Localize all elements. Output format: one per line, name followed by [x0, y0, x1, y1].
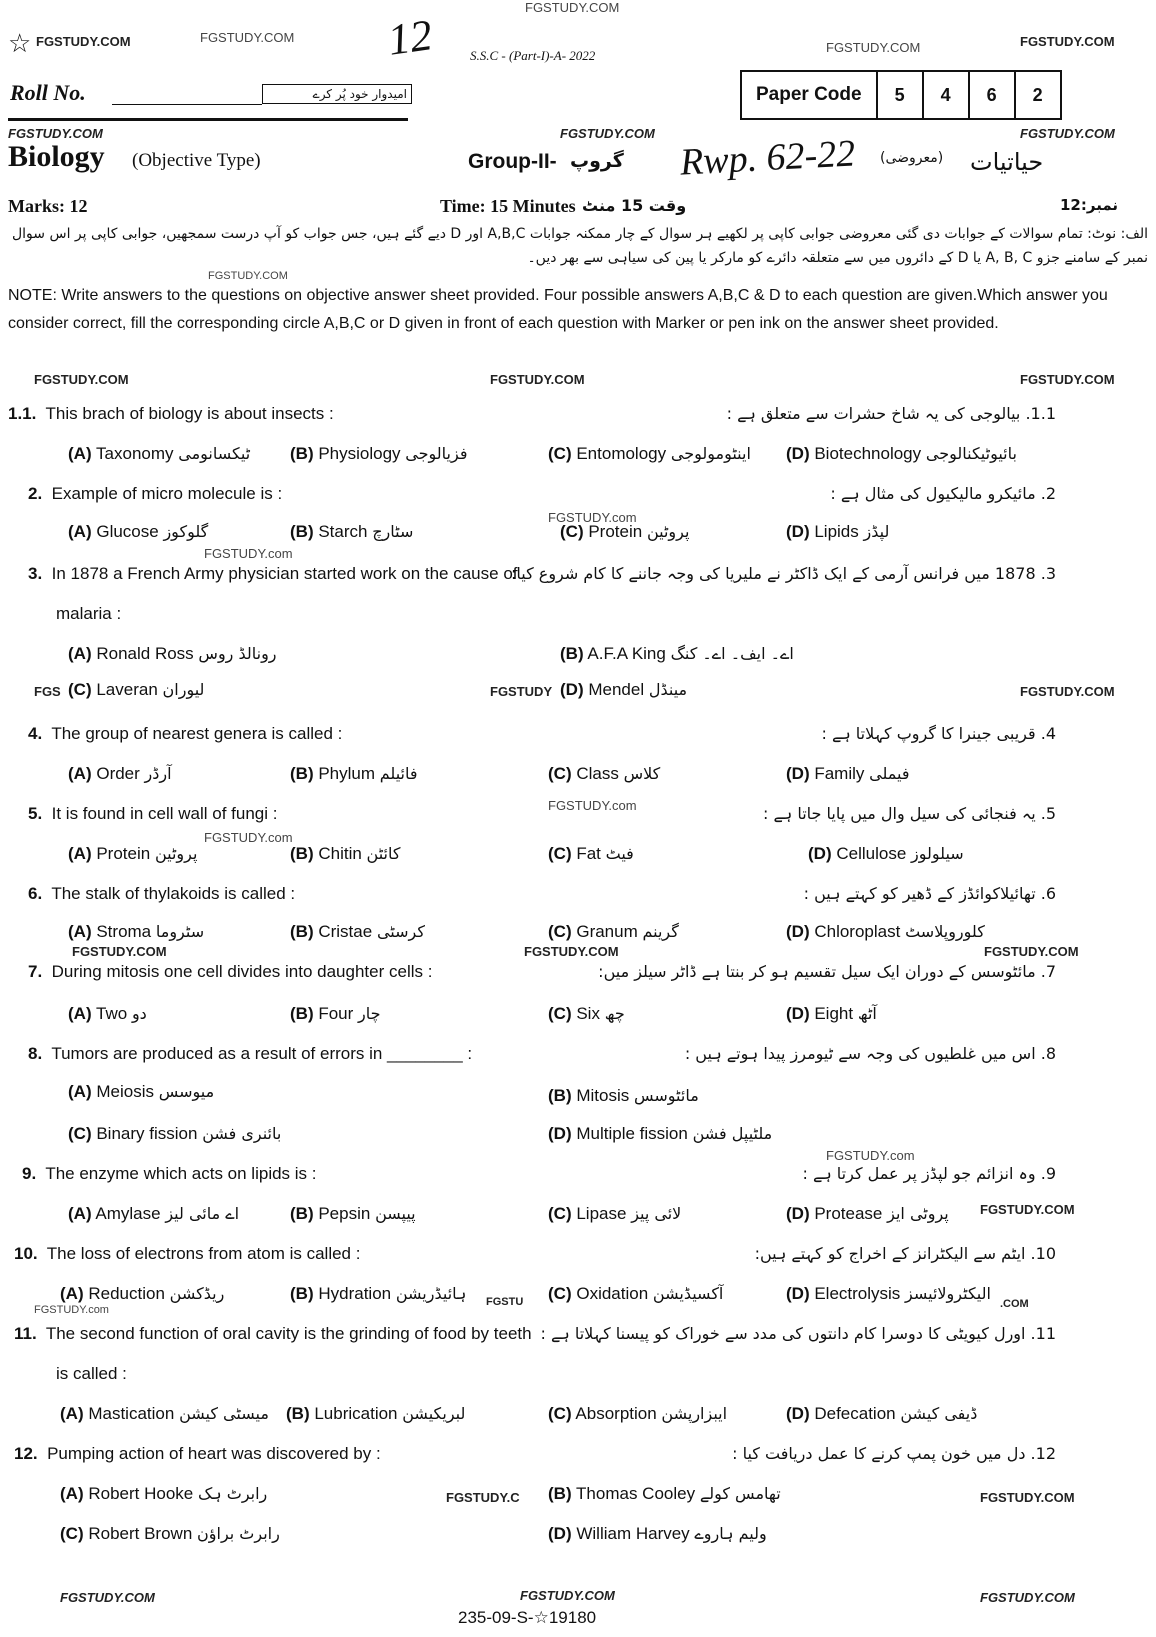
watermark: FGSTUDY.COM [980, 1490, 1075, 1505]
watermark: FGSTUDY.COM [490, 372, 585, 387]
watermark: FGSTUDY [490, 684, 553, 699]
paper-code-digit: 5 [876, 72, 922, 118]
option: (C) Oxidation آکسیڈیشن [548, 1284, 724, 1303]
option: (C) Laveran لیوران [68, 680, 205, 699]
option: (D) Multiple fission ملٹیپل فشن [548, 1124, 773, 1143]
option: (D) Biotechnology بائیوٹیکنالوجی [786, 444, 1017, 463]
question-8-urdu: 8. اس میں غلطیوں کی وجہ سے ٹیومرز پیدا ہوتے ہیں : [684, 1044, 1056, 1063]
question-9-urdu: 9. وہ انزائم جو لپڈز پر عمل کرتا ہے : [802, 1164, 1056, 1183]
question-12-urdu: 12. دل میں خون پمپ کرنے کا عمل دریافت کیا : [732, 1444, 1056, 1463]
option: (A) Ronald Ross رونالڈ روس [68, 644, 277, 663]
watermark: FGSTUDY.com [34, 1304, 109, 1316]
question-3-urdu: 3. 1878 میں فرانس آرمی کے ایک ڈاکٹر نے ملیریا کی وجہ جاننے کا کام شروع کیا: [510, 564, 1056, 583]
option: (B) Mitosis مائٹوسس [548, 1086, 699, 1105]
option: (A) Amylase اے مائی لیز [68, 1204, 240, 1223]
option: (D) Cellulose سیلولوز [808, 844, 964, 863]
watermark: FGSTUDY.COM [34, 372, 129, 387]
question-2-urdu: 2. مائیکرو مالیکیول کی مثال ہے : [830, 484, 1056, 503]
option: (C) Granum گرینم [548, 922, 679, 941]
watermark: FGSTUDY.COM [1020, 34, 1115, 49]
watermark: FGSTUDY.com [204, 546, 293, 561]
question-11: 11. The second function of oral cavity is the grinding of food by teeth [14, 1324, 532, 1343]
subject-title: Biology [8, 140, 105, 173]
watermark: FGSTUDY.COM [200, 30, 295, 45]
option: (B) Hydration ہائیڈریشن [290, 1284, 467, 1303]
option: (C) Protein پروٹین [560, 522, 690, 541]
option: (A) Protein پروٹین [68, 844, 198, 863]
marks: Marks: 12 [8, 196, 88, 216]
option: (A) Stroma سٹروما [68, 922, 205, 941]
watermark: FGSTUDY.COM [36, 34, 131, 49]
subject-urdu: حیاتیات [970, 148, 1044, 176]
subject-type: (Objective Type) [132, 150, 261, 171]
option: (D) Protease پروٹی ایز [786, 1204, 949, 1223]
question-5-urdu: 5. یہ فنجائی کی سیل وال میں پایا جاتا ہے : [763, 804, 1056, 823]
question-4: 4. The group of nearest genera is called : [28, 724, 343, 743]
option: (C) Absorption ایبزارپشن [548, 1404, 728, 1423]
handwritten-code: Rwp. 62-22 [679, 132, 857, 184]
watermark: FGSTUDY.COM [60, 1590, 155, 1605]
watermark: FGSTUDY.COM [980, 1202, 1075, 1217]
watermark: FGSTU [486, 1296, 524, 1308]
watermark: FGSTUDY.COM [208, 270, 288, 282]
watermark: FGSTUDY.COM [8, 126, 103, 141]
option: (C) Six چھ [548, 1004, 625, 1023]
question-9: 9. The enzyme which acts on lipids is : [22, 1164, 317, 1183]
watermark: FGSTUDY.com [548, 798, 637, 813]
paper-code-digit: 6 [968, 72, 1014, 118]
question-7: 7. During mitosis one cell divides into daughter cells : [28, 962, 433, 981]
watermark: FGSTUDY.COM [1020, 126, 1115, 141]
watermark: .COM [1000, 1298, 1029, 1310]
question-11-urdu: 11. اورل کیویٹی کا دوسرا کام دانتوں کی مدد سے خوراک کو پیسنا کہلاتا ہے : [540, 1324, 1056, 1343]
time: Time: 15 Minutes [440, 196, 576, 216]
option: (C) Lipase لائی پیز [548, 1204, 682, 1223]
divider [8, 118, 408, 121]
option: (B) Starch سٹارچ [290, 522, 414, 541]
question-11-cont: is called : [56, 1364, 127, 1383]
option: (D) Defecation ڈیفی کیشن [786, 1404, 978, 1423]
option: (B) A.F.A King اے۔ ایف۔ اے۔ کنگ [560, 644, 794, 663]
option: (D) Lipids لپڈز [786, 522, 890, 541]
time-urdu: وقت 15 منٹ [582, 196, 687, 215]
question-10-urdu: 10. ایٹم سے الیکٹرانز کے اخراج کو کہتے ہیں: [754, 1244, 1056, 1263]
question-6-urdu: 6. تھائیلاکوائڈز کے ڈھیر کو کہتے ہیں : [803, 884, 1056, 903]
paper-code-digit: 4 [922, 72, 968, 118]
watermark: FGSTUDY.com [204, 830, 293, 845]
watermark: FGSTUDY.C [446, 1490, 520, 1505]
option: (D) Electrolysis الیکٹرولائیسز [786, 1284, 991, 1303]
option: (A) Two دو [68, 1004, 147, 1023]
question-6: 6. The stalk of thylakoids is called : [28, 884, 296, 903]
watermark: FGSTUDY.COM [525, 0, 620, 15]
option: (C) Robert Brown رابرٹ براؤن [60, 1524, 280, 1543]
handwritten-number: 12 [384, 10, 436, 65]
instructions-urdu-line: جزو A, B, C یا D کے دائروں میں سے متعلقہ دائرے کو مارکر یا پین کی سیاہی سے بھر دیں۔ [527, 250, 1060, 266]
option: (C) Binary fission بائنری فشن [68, 1124, 282, 1143]
instructions-urdu-line: الف: نوٹ: تمام سوالات کے جوابات دی گئی معروضی جوابی کاپی پر لکھیے ہر سوال کے چار ممکنہ جوابات A,B,C اور D دیے گئے ہیں، جس جواب کو آپ درست سمجھیں، جوابی کاپی پر اس سوال نمبر کے سامنے [12, 226, 1148, 266]
watermark: FGSTUDY.com [826, 1148, 915, 1163]
option: (B) Pepsin پیپسن [290, 1204, 416, 1223]
watermark: FGSTUDY.COM [560, 126, 655, 141]
question-3-cont: malaria : [56, 604, 122, 623]
option: (B) Physiology فزیالوجی [290, 444, 468, 463]
question-10: 10. The loss of electrons from atom is called : [14, 1244, 361, 1263]
option: (B) Chitin کائٹن [290, 844, 401, 863]
roll-label: Roll No. [10, 80, 86, 105]
option: (C) Fat فیٹ [548, 844, 634, 863]
option: (A) Robert Hooke رابرٹ ہک [60, 1484, 268, 1503]
option: (B) Thomas Cooley تھامس کولے [548, 1484, 781, 1503]
option: (C) Entomology اینٹومولوجی [548, 444, 751, 463]
paper-code-label: Paper Code [756, 84, 862, 105]
watermark: FGSTUDY.COM [1020, 684, 1115, 699]
option: (A) Reduction ریڈکشن [60, 1284, 225, 1303]
footer-code: 235-09-S-☆19180 [458, 1608, 597, 1627]
option: (B) Cristae کرسٹی [290, 922, 425, 941]
question-1: 1.1. This brach of biology is about insects : [8, 404, 334, 423]
subject-urdu-type: (معروضی) [880, 150, 944, 166]
option: (A) Mastication میسٹی کیشن [60, 1404, 269, 1423]
marks-urdu: نمبر:12 [1060, 196, 1119, 214]
option: (B) Phylum فائیلم [290, 764, 418, 783]
option: (D) Mendel مینڈل [560, 680, 688, 699]
question-1-urdu: 1.1. بیالوجی کی یہ شاخ حشرات سے متعلق ہے : [726, 404, 1056, 423]
question-3: 3. In 1878 a French Army physician started work on the cause of [28, 564, 518, 583]
option: (D) Eight آٹھ [786, 1004, 877, 1023]
option: (C) Class کلاس [548, 764, 661, 783]
roll-line [112, 104, 262, 105]
option: (B) Lubrication لبریکیشن [286, 1404, 466, 1423]
question-8: 8. Tumors are produced as a result of errors in ________ : [28, 1044, 473, 1063]
watermark: FGSTUDY.COM [984, 944, 1079, 959]
paper-code-digit: 2 [1014, 72, 1060, 118]
option: (A) Taxonomy ٹیکسانومی [68, 444, 251, 463]
watermark: FGSTUDY.COM [980, 1590, 1075, 1605]
question-2: 2. Example of micro molecule is : [28, 484, 283, 503]
option: (A) Glucose گلوکوز [68, 522, 209, 541]
watermark: FGS [34, 684, 61, 699]
watermark: FGSTUDY.COM [826, 40, 921, 55]
watermark: FGSTUDY.com [548, 510, 637, 525]
option: (D) Family فیملی [786, 764, 910, 783]
watermark: FGSTUDY.COM [72, 944, 167, 959]
option: (B) Four چار [290, 1004, 381, 1023]
option: (A) Order آرڈر [68, 764, 172, 783]
group-urdu: گروپ [570, 150, 624, 172]
question-7-urdu: 7. مائٹوسس کے دوران ایک سیل تقسیم ہو کر بنتا ہے ڈاٹر سیلز میں: [598, 962, 1056, 981]
instructions-urdu [8, 222, 1148, 270]
paper-code-box [740, 70, 1062, 120]
option: (D) Chloroplast کلوروپلاسٹ [786, 922, 985, 941]
question-4-urdu: 4. قریبی جینرا کا گروپ کہلاتا ہے : [821, 724, 1056, 743]
group-label: Group-II- [468, 150, 557, 173]
question-12: 12. Pumping action of heart was discovered by : [14, 1444, 381, 1463]
exam-line: S.S.C - (Part-I)-A- 2022 [470, 48, 596, 63]
watermark: FGSTUDY.COM [524, 944, 619, 959]
option: (A) Meiosis میوسس [68, 1082, 215, 1101]
question-5: 5. It is found in cell wall of fungi : [28, 804, 278, 823]
instructions-english: NOTE: Write answers to the questions on objective answer sheet provided. Four possible answers A,B,C & D to each question are given.Which answer you consider correct, fill the corresponding circle A,B,C or D given in front of each question with Marker or pen ink on the answer sheet provided. [8, 287, 1108, 332]
watermark: FGSTUDY.COM [520, 1588, 615, 1603]
star-icon: ☆ [8, 28, 32, 58]
watermark: FGSTUDY.COM [1020, 372, 1115, 387]
roll-urdu: امیدوار خود پُر کرے [262, 84, 412, 104]
option: (D) William Harvey ولیم ہاروے [548, 1524, 767, 1543]
